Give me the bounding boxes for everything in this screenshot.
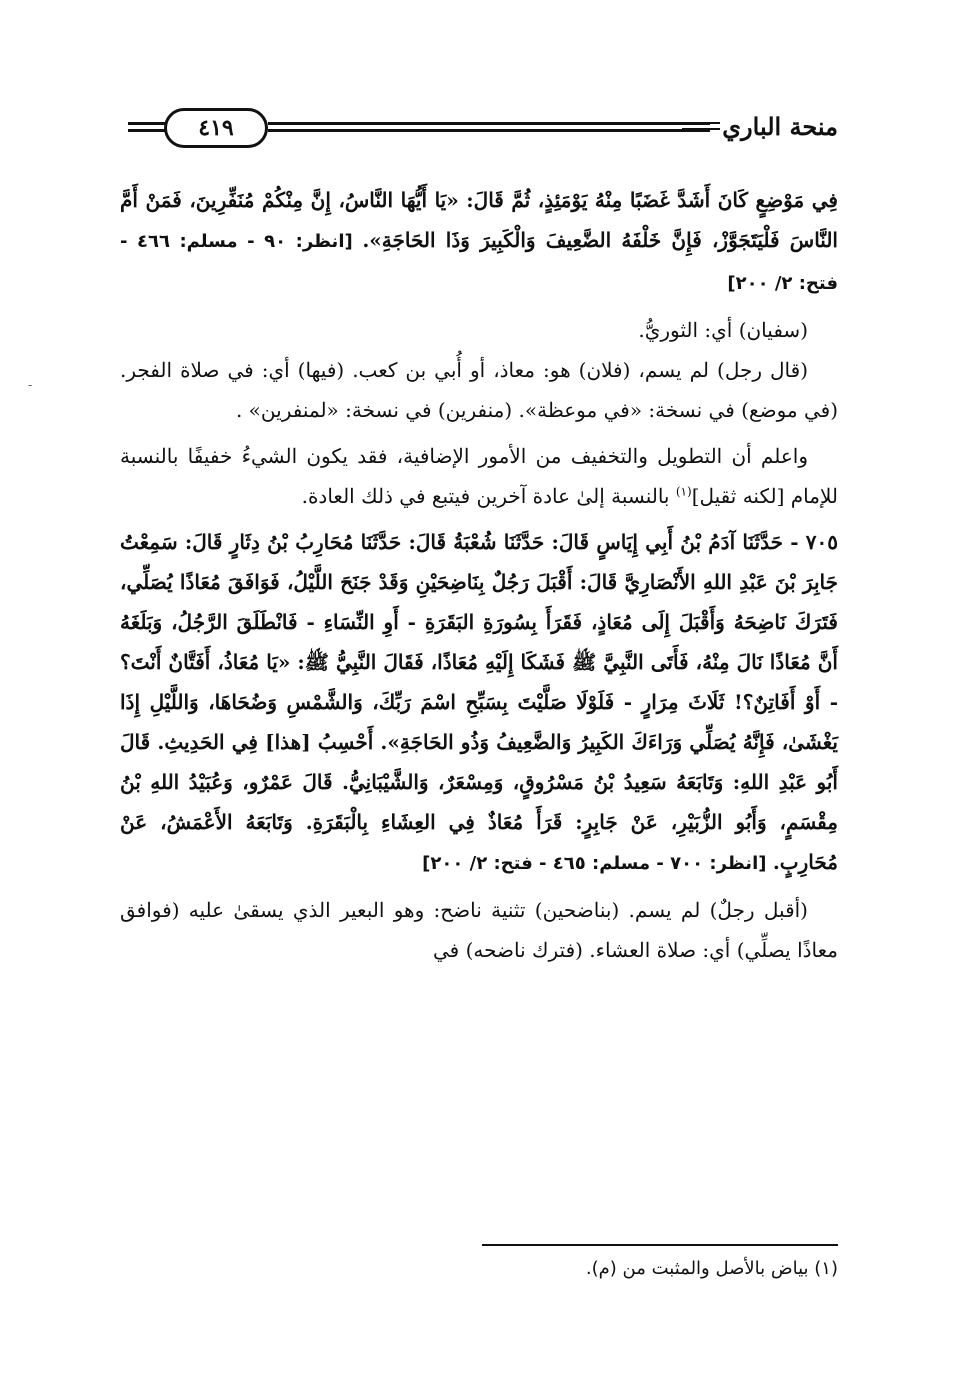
commentary-tatwil-part1: واعلم أن التطويل والتخفيف من الأمور الإضافية، فقد يكون الشيءُ خفيفًا بالنسبة للإمام [لكنه ثقيل] bbox=[120, 444, 838, 508]
commentary-rajul: (قال رجل) لم يسم، (فلان) هو: معاذ، أو أُبي بن كعب. (فيها) أي: في صلاة الفجر. (في موضع) في نسخة: «في موعظة». (منفرين) في نسخة: «لمنفرين» . bbox=[120, 358, 838, 422]
hadith-705-text: ٧٠٥ - حَدَّثَنَا آدَمُ بْنُ أَبِي إِيَاسٍ قَالَ: حَدَّثَنَا شُعْبَةُ قَالَ: حَدَّثَنَا مُحَارِبُ بْنُ دِثَارٍ قَالَ: سَمِعْتُ جَابِرَ بْنَ عَبْدِ اللهِ الأَنْصَارِيَّ قَالَ: أَقْبَلَ رَجُلٌ بِنَاضِحَيْنِ وَقَدْ جَنَحَ اللَّيْلُ، فَوَافَقَ مُعَاذًا يُصَلِّي، فَتَرَكَ نَاضِحَهُ وَأَقْبَلَ إِلَى مُعَاذٍ، فَقَرَأَ بِسُورَةِ البَقَرَةِ - أَوِ النِّسَاءِ - فَانْطَلَقَ الرَّجُلُ، وَبَلَغَهُ أَنَّ مُعَاذًا نَالَ مِنْهُ، فَأَتَى النَّبِيَّ ﷺ فَشَكَا إِلَيْهِ مُعَاذًا، فَقَالَ النَّبِيُّ ﷺ: «يَا مُعَاذُ، أَفَتَّانٌ أَنْتَ؟ - أَوْ أَفَاتِنٌ؟! ثَلَاثَ مِرَارٍ - فَلَوْلَا صَلَّيْتَ بِسَبِّحِ اسْمَ رَبِّكَ، وَالشَّمْسِ وَضُحَاهَا، وَاللَّيْلِ إِذَا يَغْشَىٰ، فَإِنَّهُ يُصَلِّي وَرَاءَكَ الكَبِيرُ وَالضَّعِيفُ وَذُو الحَاجَةِ». أَحْسِبُ [هذا] فِي الحَدِيثِ. قَالَ أَبُو عَبْدِ اللهِ: وَتَابَعَهُ سَعِيدُ بْنُ مَسْرُوقٍ، وَمِسْعَرٌ، وَالشَّيْبَانِيُّ. قَالَ عَمْرٌو، وَعُبَيْدُ اللهِ بْنُ مِقْسَمٍ، وَأَبُو الزُّبَيْرِ، عَنْ جَابِرٍ: قَرَأَ مُعَاذٌ فِي العِشَاءِ بِالْبَقَرَةِ. وَتَابَعَهُ الأَعْمَشُ، عَنْ مُحَارِبٍ. bbox=[120, 530, 838, 874]
commentary-tatwil bbox=[120, 436, 838, 516]
commentary-sufyan: (سفيان) أي: الثوريُّ. bbox=[638, 318, 808, 342]
commentary-aqbal: (أقبل رجلٌ) لم يسم. (بناضحين) تثنية ناضح: وهو البعير الذي يسقىٰ عليه (فوافق معاذًا يصلِّي) أي: صلاة العشاء. (فترك ناضحه) في bbox=[120, 898, 838, 962]
hadith-704-reference: [انظر: ٩٠ - مسلم: ٤٦٦ - فتح: ٢/ ٢٠٠] bbox=[120, 231, 838, 294]
hadith-704-text: فِي مَوْضِعٍ كَانَ أَشَدَّ غَضَبًا مِنْهُ يَوْمَئِذٍ، ثُمَّ قَالَ: «يَا أَيُّهَا النَّاسُ، إِنَّ مِنْكُمْ مُنَفِّرِينَ، فَمَنْ أَمَّ النَّاسَ فَلْيَتَجَوَّزْ، فَإِنَّ خَلْفَهُ الضَّعِيفَ وَالْكَبِيرَ وَذَا الحَاجَةِ». bbox=[120, 188, 838, 252]
badge-ornament bbox=[128, 122, 166, 136]
footnote: (١) بياض بالأصل والمثبت من (م). bbox=[585, 1258, 838, 1279]
scan-mark: - bbox=[28, 378, 33, 392]
main-text bbox=[120, 180, 838, 970]
hadith-704-paragraph bbox=[120, 180, 838, 304]
commentary-tatwil-part2: بالنسبة إلىٰ عادة آخرين فيتبع في ذلك العادة. bbox=[301, 484, 676, 508]
header-rule bbox=[268, 122, 710, 136]
footnote-rule bbox=[482, 1244, 838, 1246]
page-number: ٤١٩ bbox=[198, 115, 234, 141]
hadith-705-paragraph bbox=[120, 522, 838, 884]
footnote-marker: (١) bbox=[675, 484, 692, 499]
hadith-705-reference: [انظر: ٧٠٠ - مسلم: ٤٦٥ - فتح: ٢/ ٢٠٠] bbox=[422, 853, 767, 874]
page-number-badge bbox=[164, 108, 268, 148]
page-header bbox=[128, 108, 838, 152]
book-title: منحة الباري bbox=[722, 112, 838, 141]
